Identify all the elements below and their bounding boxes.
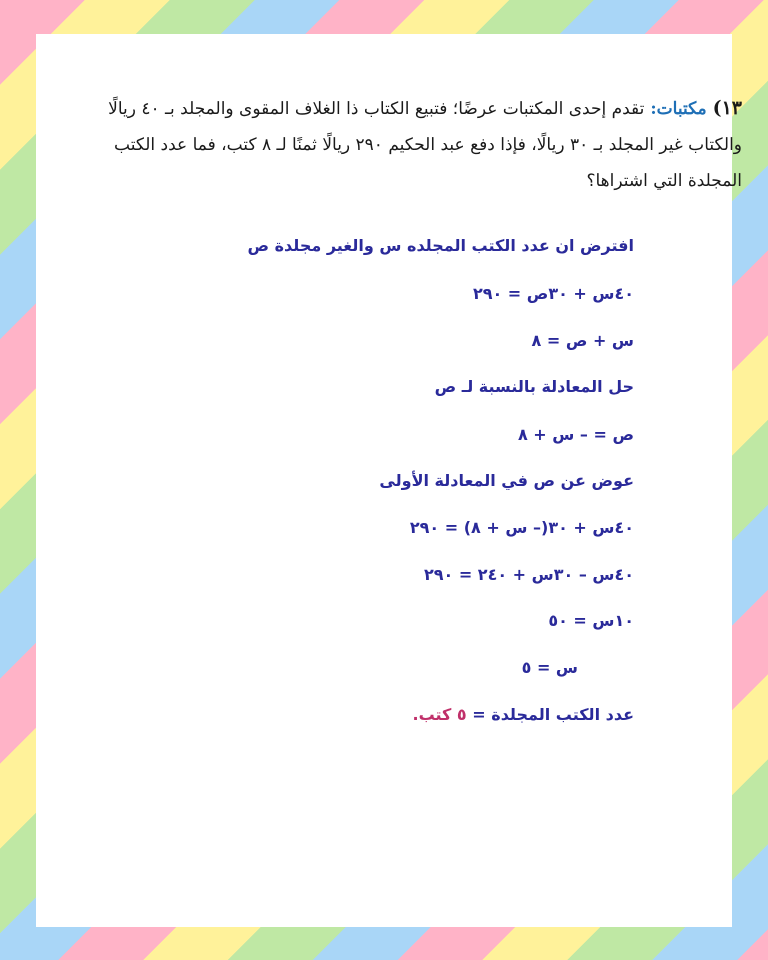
- solution-line-6: عوض عن ص في المعادلة الأولى: [379, 471, 634, 490]
- solution-line-7: ٤٠س + ٣٠(– س + ٨) = ٢٩٠: [409, 518, 634, 537]
- solution-line-8: ٤٠س – ٣٠س + ٢٤٠ = ٢٩٠: [423, 565, 634, 584]
- final-answer: [413, 705, 635, 724]
- problem-statement: [92, 90, 742, 199]
- solution-line-10: س = ٥: [521, 658, 578, 677]
- solution-line-3: س + ص = ٨: [531, 331, 634, 350]
- problem-text: تقدم إحدى المكتبات عرضًا؛ فتبيع الكتاب ذا الغلاف المقوى والمجلد بـ ٤٠ ريالًا والكتاب غير المجلد بـ ٣٠ ريالًا، فإذا دفع عبد الحكيم ٢٩٠ ريالًا ثمنًا لـ ٨ كتب، فما عدد الكتب المجلدة التي اشتراها؟: [108, 99, 742, 191]
- problem-number: ١٣): [712, 97, 742, 119]
- solution-line-5: ص = – س + ٨: [517, 425, 634, 444]
- answer-value: ٥ كتب.: [412, 705, 467, 724]
- solution-line-1: افترض ان عدد الكتب المجلده س والغير مجلدة ص: [247, 236, 634, 255]
- solution-line-2: ٤٠س + ٣٠ص = ٢٩٠: [472, 284, 634, 303]
- solution-line-9: ١٠س = ٥٠: [548, 611, 634, 630]
- answer-label: عدد الكتب المجلدة =: [472, 705, 634, 724]
- problem-keyword: مكتبات:: [650, 99, 707, 119]
- solution-line-4: حل المعادلة بالنسبة لـ ص: [434, 377, 634, 396]
